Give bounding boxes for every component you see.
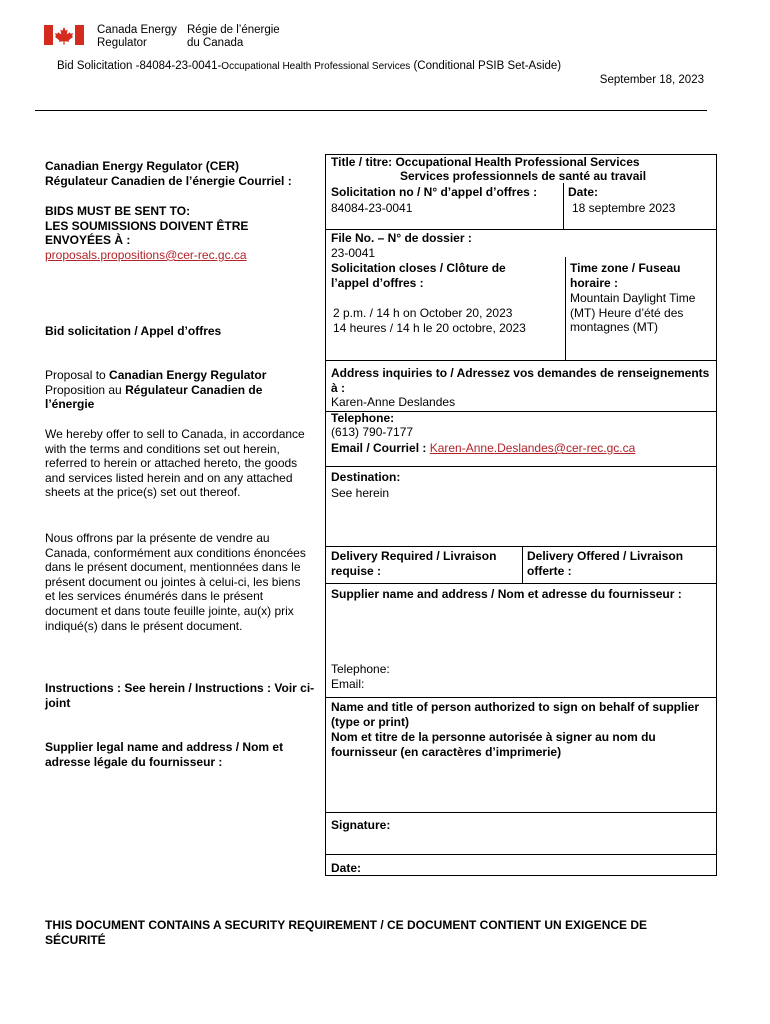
file-no-label: File No. – N° de dossier : xyxy=(331,231,472,245)
title-fr: Services professionnels de santé au travail xyxy=(399,169,647,183)
contact-email-link[interactable]: Karen-Anne.Deslandes@cer-rec.gc.ca xyxy=(429,441,636,455)
telephone-value: (613) 790-7177 xyxy=(331,425,414,439)
supplier-telephone-label: Telephone: xyxy=(331,662,390,676)
org-line1: Canadian Energy Regulator (CER) xyxy=(45,159,240,173)
solicitation-no-label: Solicitation no / N° d’appel d’offres : xyxy=(331,185,538,199)
col-divider xyxy=(522,546,523,584)
row-divider xyxy=(326,812,716,813)
org-line2: Régulateur Canadien de l’énergie Courriel : xyxy=(45,173,292,188)
destination-label: Destination: xyxy=(331,470,401,484)
offer-text-fr: Nous offrons par la présente de vendre au Canada, conformément aux conditions énoncées dans le présent document, mentionnées dans le présent document ou jointes à celui-ci, les biens et les services énumérés dans le présent document et dans toute feuille jointe, au(x) prix indiqué(s) dans le présent document. xyxy=(45,531,306,633)
file-no: 23-0041 xyxy=(331,246,376,260)
signature-label: Signature: xyxy=(331,818,391,832)
timezone-label: Time zone / Fuseau horaire : xyxy=(570,261,681,290)
date-value: 18 septembre 2023 xyxy=(572,201,676,215)
date-sign-label: Date: xyxy=(331,861,362,875)
proposals-email-link[interactable]: proposals.propositions@cer-rec.gc.ca xyxy=(45,247,247,262)
delivery-offered-label: Delivery Offered / Livraison offerte : xyxy=(527,549,684,578)
inquiries-name: Karen-Anne Deslandes xyxy=(331,395,456,409)
security-requirement-notice: THIS DOCUMENT CONTAINS A SECURITY REQUIREMENT / CE DOCUMENT CONTIENT UN EXIGENCE DE SÉCURITÉ xyxy=(45,918,648,947)
col-divider xyxy=(563,183,564,230)
document-title xyxy=(57,60,561,72)
proposal-block xyxy=(45,368,307,412)
closes-label: Solicitation closes / Clôture de l’appel d’offres : xyxy=(331,261,506,290)
title-prefix: Bid Solicitation -84084-23-0041- xyxy=(57,60,222,72)
agency-en-line2: Regulator xyxy=(97,36,147,49)
org-block xyxy=(45,159,315,188)
destination-value: See herein xyxy=(331,486,390,500)
bids-block xyxy=(45,204,315,262)
closes-en: 2 p.m. / 14 h on October 20, 2023 xyxy=(333,306,513,320)
row-divider xyxy=(326,466,716,467)
row-divider xyxy=(326,360,716,361)
row-divider xyxy=(326,229,716,230)
telephone-label: Telephone: xyxy=(331,411,395,425)
bids-line1: BIDS MUST BE SENT TO: xyxy=(45,204,191,218)
col-divider xyxy=(565,257,566,361)
timezone-value: Mountain Daylight Time (MT) Heure d’été des montagnes (MT) xyxy=(570,291,696,335)
agency-fr-line2: du Canada xyxy=(187,36,244,49)
date-label: Date: xyxy=(568,185,599,199)
bids-line3: ENVOYÉES À : xyxy=(45,233,131,248)
header-divider xyxy=(35,110,707,111)
authorized-fr-label: Nom et titre de la personne autorisée à signer au nom du fournisseur (en caractères d’imprimerie) xyxy=(331,730,656,759)
row-divider xyxy=(326,583,716,584)
agency-en-line1: Canada Energy xyxy=(97,24,177,36)
email-row xyxy=(331,441,635,456)
supplier-email-label: Email: xyxy=(331,677,365,691)
closes-fr: 14 heures / 14 h le 20 octobre, 2023 xyxy=(333,321,526,335)
title-main: Occupational Health Professional Services xyxy=(221,61,411,72)
instructions-label: Instructions : See herein / Instructions : Voir ci-joint xyxy=(45,681,315,710)
solicitation-no: 84084-23-0041 xyxy=(331,201,413,215)
solicitation-table xyxy=(325,154,717,876)
title-suffix: (Conditional PSIB Set-Aside) xyxy=(410,60,562,72)
bid-solicitation-label: Bid solicitation / Appel d’offres xyxy=(45,324,222,338)
supplier-legal-label: Supplier legal name and address / Nom et adresse légale du fournisseur : xyxy=(45,740,284,769)
canada-flag-icon xyxy=(44,25,84,45)
row-divider xyxy=(326,854,716,855)
agency-name-en xyxy=(97,24,177,49)
header-date: September 18, 2023 xyxy=(599,74,704,86)
bids-line2: LES SOUMISSIONS DOIVENT ÊTRE xyxy=(45,218,249,233)
row-divider xyxy=(326,697,716,698)
title-label: Title / titre: Occupational Health Professional Services xyxy=(331,155,640,169)
email-label: Email / Courriel : xyxy=(331,441,430,455)
supplier-name-label: Supplier name and address / Nom et adresse du fournisseur : xyxy=(331,587,682,601)
proposition-org: Régulateur Canadien de l’énergie xyxy=(45,382,263,412)
agency-fr-line1: Régie de l’énergie xyxy=(187,24,280,36)
proposal-org: Canadian Energy Regulator xyxy=(109,368,267,382)
agency-name-fr xyxy=(187,24,280,49)
proposition-au: Proposition au xyxy=(45,382,126,397)
delivery-required-label: Delivery Required / Livraison requise : xyxy=(331,549,497,578)
inquiries-label: Address inquiries to / Adressez vos demandes de renseignements à : xyxy=(331,366,710,395)
authorized-en-label: Name and title of person authorized to sign on behalf of supplier (type or print) xyxy=(331,700,700,729)
row-divider xyxy=(326,546,716,547)
proposal-to: Proposal to xyxy=(45,368,110,382)
offer-text-en: We hereby offer to sell to Canada, in accordance with the terms and conditions set out herein, referred to herein or attached hereto, the goods and services listed herein and on any attached sheets at the price(s) set out thereof. xyxy=(45,427,305,500)
